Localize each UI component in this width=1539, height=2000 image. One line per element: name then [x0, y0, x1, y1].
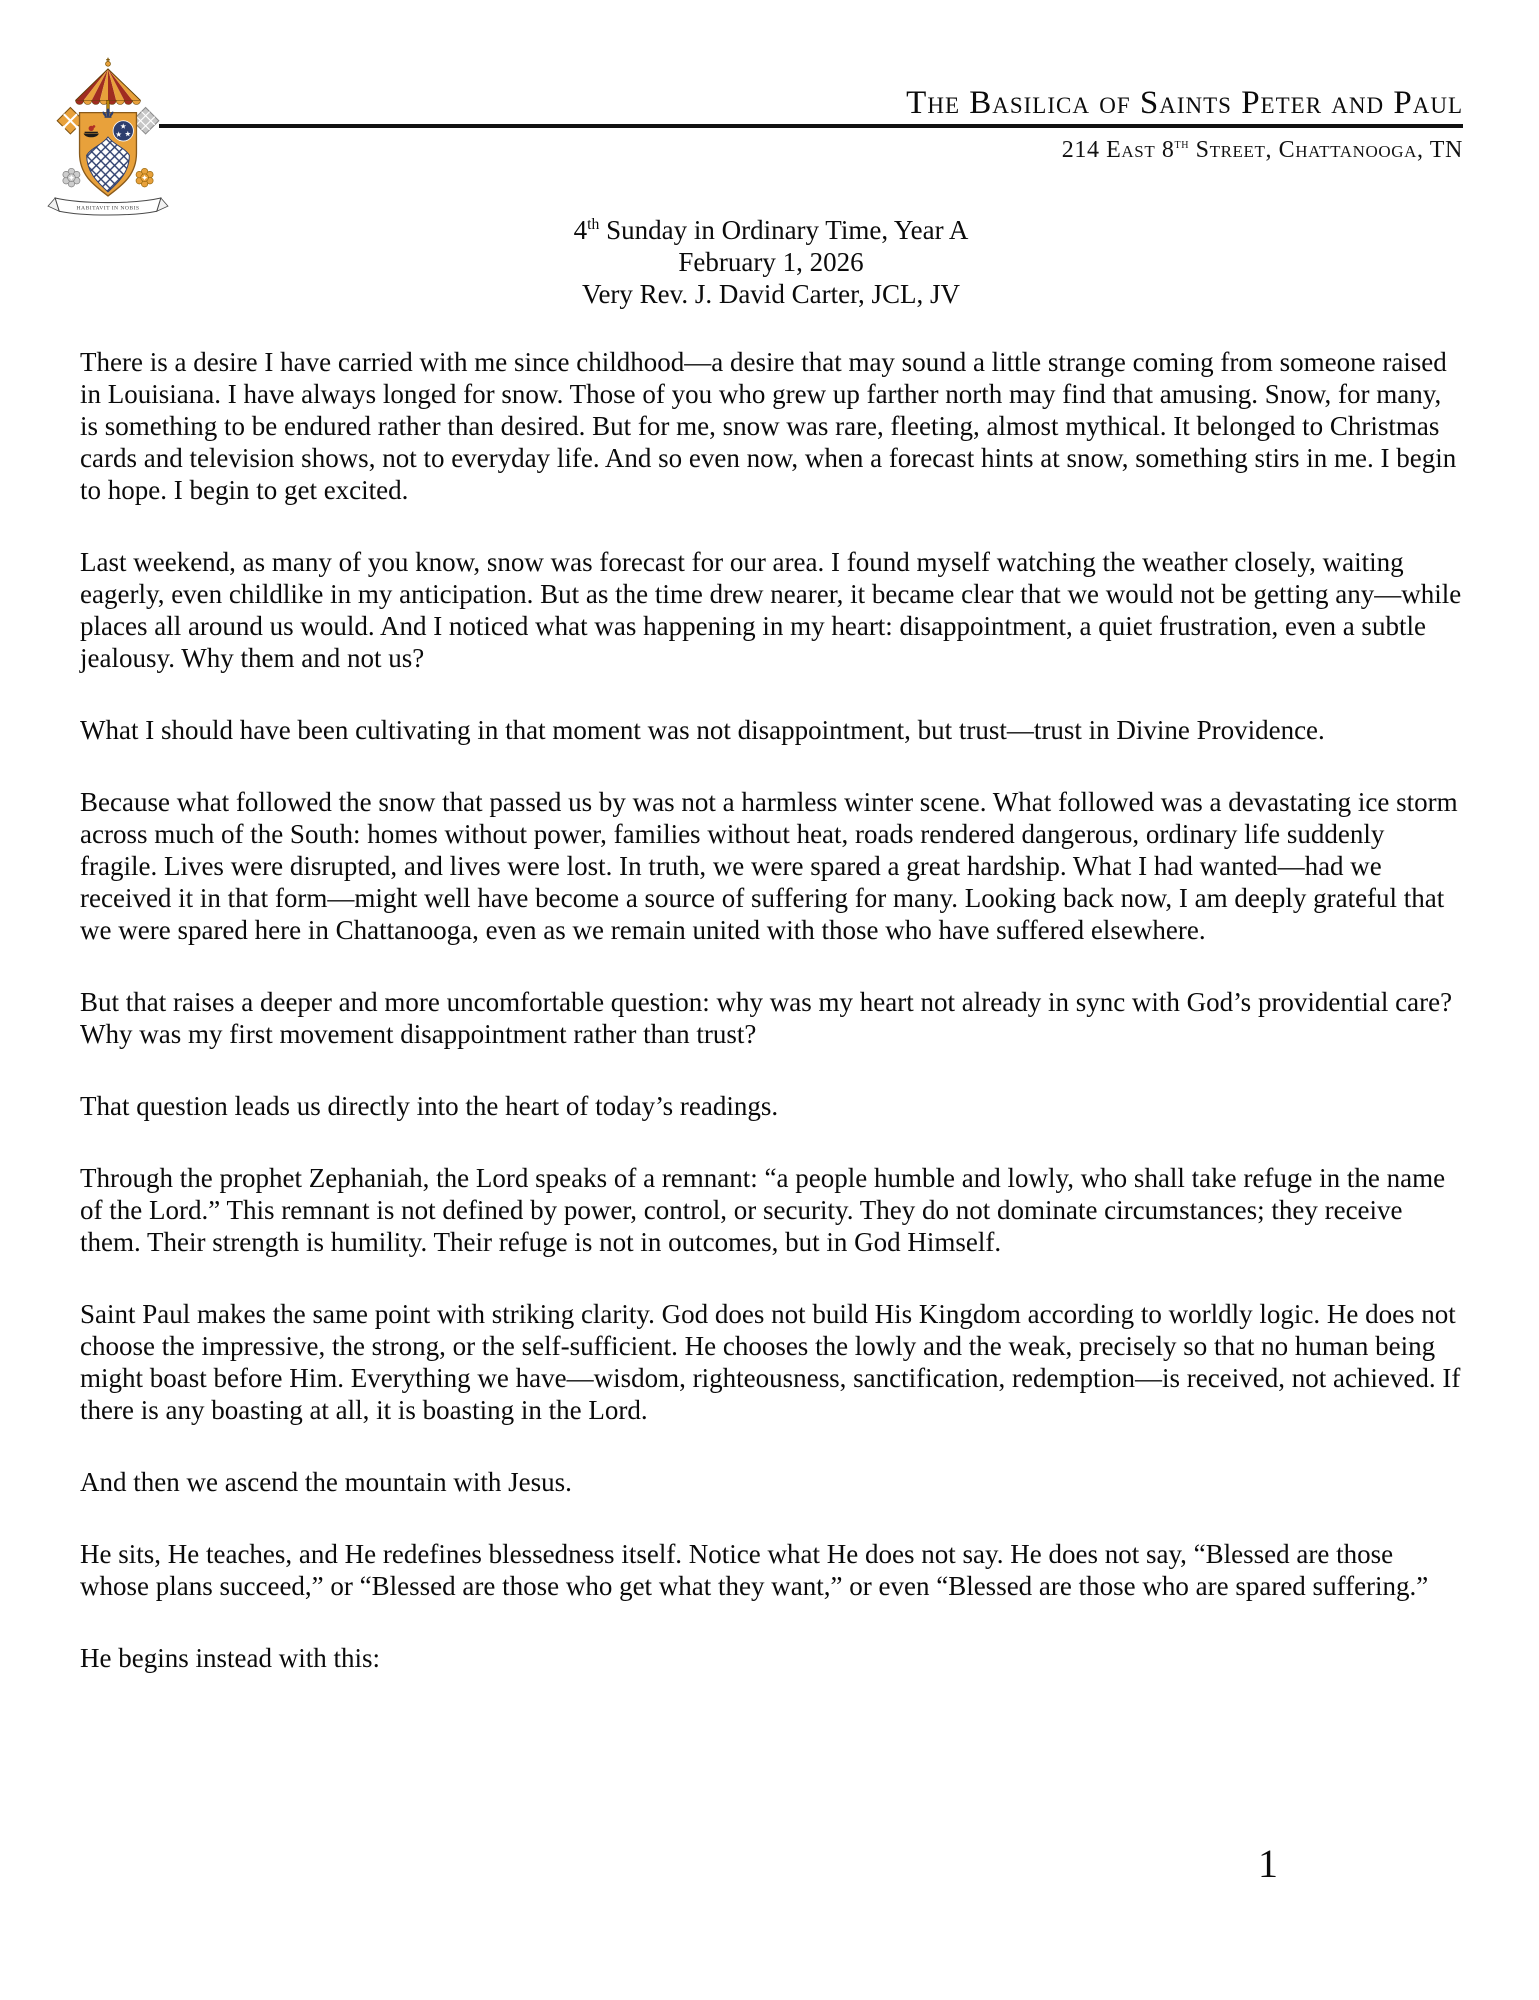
address-city-state: Street, Chattanooga, TN	[1189, 137, 1463, 163]
occasion-ordinal-suffix: th	[587, 216, 600, 233]
body-paragraph: Saint Paul makes the same point with striking clarity. God does not build His Kingdom according to worldly logic. He does not choose the impressive, the strong, or the self-sufficient. He chooses the lowly and the weak, precisely so that no human being might boast before Him. Everything we have—wisdom, righteousness, sanctification, redemption—is received, not achieved. If there is any boasting at all, it is boasting in the Lord.	[80, 1299, 1461, 1425]
body-paragraph: He begins instead with this:	[80, 1643, 380, 1673]
page-number: 1	[1258, 1841, 1278, 1886]
occasion-number: 4	[573, 215, 588, 245]
motto-banner	[48, 198, 168, 215]
body-paragraph: Because what followed the snow that passed us by was not a harmless winter scene. What followed was a devastating ice storm across much of the South: homes without power, families without heat, roads rendered dangerous, ordinary life suddenly fragile. Lives were disrupted, and lives were lost. In truth, we were spared a great hardship. What I had wanted—had we received it in that form—might well have become a source of suffering for many. Looking back now, I am deeply grateful that we were spared here in Chattanooga, even as we remain united with those who have suffered elsewhere.	[80, 787, 1458, 945]
gold-rosette-icon	[136, 168, 153, 187]
body-paragraph: Through the prophet Zephaniah, the Lord speaks of a remnant: “a people humble and lowly, who shall take refuge in the name of the Lord.” This remnant is not defined by power, control, or security. They do not dominate circumstances; they receive them. Their strength is humility. Their refuge is not in outcomes, but in God Himself.	[80, 1163, 1446, 1257]
crest-motto-text: HABITAVIT IN NOBIS	[76, 205, 140, 212]
address-street-number: 214 East 8	[1061, 137, 1175, 163]
homily-author: Very Rev. J. David Carter, JCL, JV	[581, 279, 961, 309]
occasion-title	[80, 214, 1462, 246]
silver-rosette-icon	[63, 168, 80, 187]
body-paragraph: Last weekend, as many of you know, snow was forecast for our area. I found myself watching the weather closely, waiting eagerly, even childlike in my anticipation. But as the time drew nearer, it became clear that we would not be getting any—while places all around us would. And I noticed what was happening in my heart: disappointment, a quiet frustration, even a subtle jealousy. Why them and not us?	[80, 547, 1462, 673]
church-address	[80, 136, 1463, 164]
body-paragraph: And then we ascend the mountain with Jesus.	[80, 1467, 572, 1497]
address-ordinal-suffix: th	[1174, 137, 1190, 152]
body-paragraph: What I should have been cultivating in that moment was not disappointment, but trust—trust in Divine Providence.	[80, 715, 1325, 745]
homily-body	[80, 346, 1462, 1714]
body-paragraph: There is a desire I have carried with me since childhood—a desire that may sound a little strange coming from someone raised in Louisiana. I have always longed for snow. Those of you who grew up farther north may find that amusing. Snow, for many, is something to be endured rather than desired. But for me, snow was rare, fleeting, almost mythical. It belonged to Christmas cards and television shows, not to everyday life. And so even now, when a forecast hints at snow, something stirs in me. I begin to hope. I begin to get excited.	[80, 347, 1457, 505]
body-paragraph: But that raises a deeper and more uncomfortable question: why was my heart not already in sync with God’s providential care? Why was my first movement disappointment rather than trust?	[80, 987, 1453, 1049]
body-paragraph: He sits, He teaches, and He redefines blessedness itself. Notice what He does not say. He does not say, “Blessed are those whose plans succeed,” or “Blessed are those who get what they want,” or even “Blessed are those who are spared suffering.”	[80, 1539, 1429, 1601]
body-paragraph: That question leads us directly into the heart of today’s readings.	[80, 1091, 779, 1121]
header-divider-rule	[159, 124, 1463, 128]
homily-title-block	[80, 214, 1462, 310]
church-name: The Basilica of Saints Peter and Paul	[906, 85, 1463, 121]
occasion-name: Sunday in Ordinary Time, Year A	[599, 215, 969, 245]
homily-date: February 1, 2026	[678, 247, 864, 277]
